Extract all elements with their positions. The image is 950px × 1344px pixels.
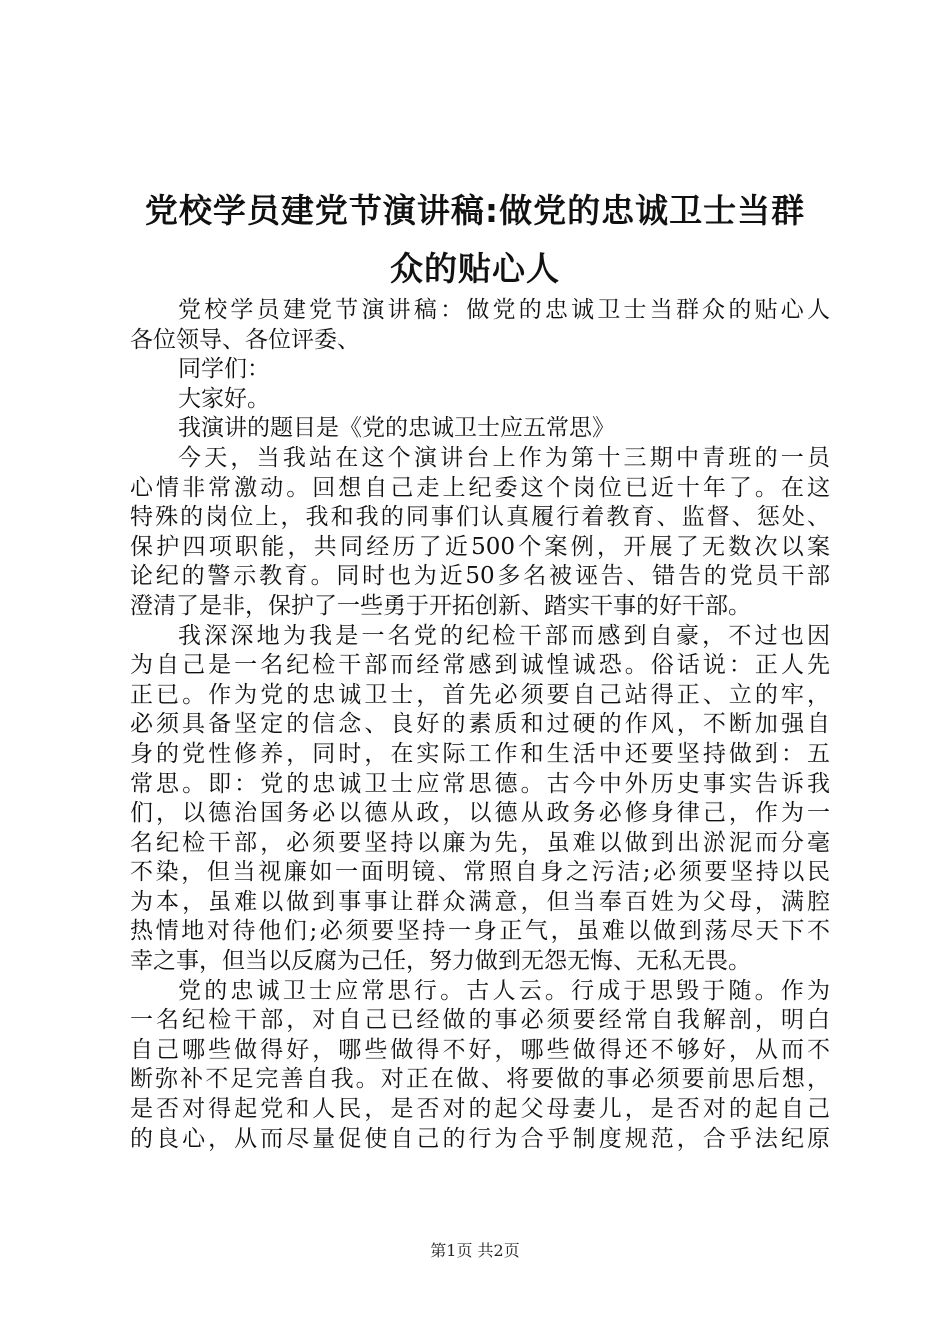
body-text-line: 同学们： [178, 356, 270, 383]
body-text-line: 心情非常激动。回想自己走上纪委这个岗位已近十年了。在这 [130, 474, 830, 501]
body-text-line: 澄清了是非，保护了一些勇于开拓创新、踏实干事的好干部。 [130, 592, 751, 619]
body-text-line: 名纪检干部，必须要坚持以廉为先，虽难以做到出淤泥而分毫 [130, 829, 830, 856]
body-text-line: 的良心，从而尽量促使自己的行为合乎制度规范，合乎法纪原 [130, 1125, 830, 1152]
body-text-line: 为自己是一名纪检干部而经常感到诚惶诚恐。俗话说：正人先 [130, 652, 830, 679]
body-text-line: 必须具备坚定的信念、良好的素质和过硬的作风，不断加强自 [130, 711, 830, 738]
body-text-line: 党校学员建党节演讲稿：做党的忠诚卫士当群众的贴心人 [178, 297, 830, 323]
body-text-line: 各位领导、各位评委、 [130, 326, 360, 353]
body-text-line: 为本，虽难以做到事事让群众满意，但当奉百姓为父母，满腔 [130, 888, 830, 915]
body-text-line: 大家好。 [178, 385, 270, 412]
body-text-line: 热情地对待他们;必须要坚持一身正气，虽难以做到荡尽天下不 [130, 918, 830, 945]
body-text-line: 正已。作为党的忠诚卫士，首先必须要自己站得正、立的牢， [130, 681, 830, 708]
document-body [130, 296, 830, 1154]
body-text-line: 常思。即：党的忠诚卫士应常思德。古今中外历史事实告诉我 [130, 770, 830, 797]
body-text-line: 今天，当我站在这个演讲台上作为第十三期中青班的一员 [178, 444, 830, 471]
body-text-line: 自己哪些做得好，哪些做得不好，哪些做得还不够好，从而不 [130, 1036, 830, 1063]
body-text-line: 是否对得起党和人民，是否对的起父母妻儿，是否对的起自己 [130, 1096, 830, 1123]
body-text-line: 不染，但当视廉如一面明镜、常照自身之污洁;必须要坚持以民 [130, 859, 830, 886]
document-title-line-1: 党校学员建党节演讲稿:做党的忠诚卫士当群 [144, 191, 806, 230]
body-text-line: 特殊的岗位上，我和我的同事们认真履行着教育、监督、惩处、 [130, 504, 830, 531]
body-text-line: 保护四项职能，共同经历了近500个案例，开展了无数次以案 [130, 533, 830, 560]
body-text-line: 们，以德治国务必以德从政，以德从政务必修身律己，作为一 [130, 800, 830, 827]
body-text-line: 我深深地为我是一名党的纪检干部而感到自豪，不过也因 [178, 622, 830, 649]
body-text-line: 论纪的警示教育。同时也为近50多名被诬告、错告的党员干部 [130, 563, 830, 590]
page-footer: 第1页 共2页 [430, 1241, 520, 1260]
body-text-line: 我演讲的题目是《党的忠诚卫士应五常思》 [178, 415, 615, 442]
document-title-line-2: 众的贴心人 [390, 249, 560, 288]
body-text-line: 党的忠诚卫士应常思行。古人云。行成于思毁于随。作为 [178, 977, 830, 1004]
body-text-line: 幸之事，但当以反腐为己任，努力做到无怨无悔、无私无畏。 [130, 948, 751, 975]
body-text-line: 一名纪检干部，对自己已经做的事必须要经常自我解剖，明白 [130, 1007, 830, 1034]
body-text-line: 身的党性修养，同时，在实际工作和生活中还要坚持做到：五 [130, 740, 830, 767]
body-text-line: 断弥补不足完善自我。对正在做、将要做的事必须要前思后想， [130, 1066, 830, 1093]
